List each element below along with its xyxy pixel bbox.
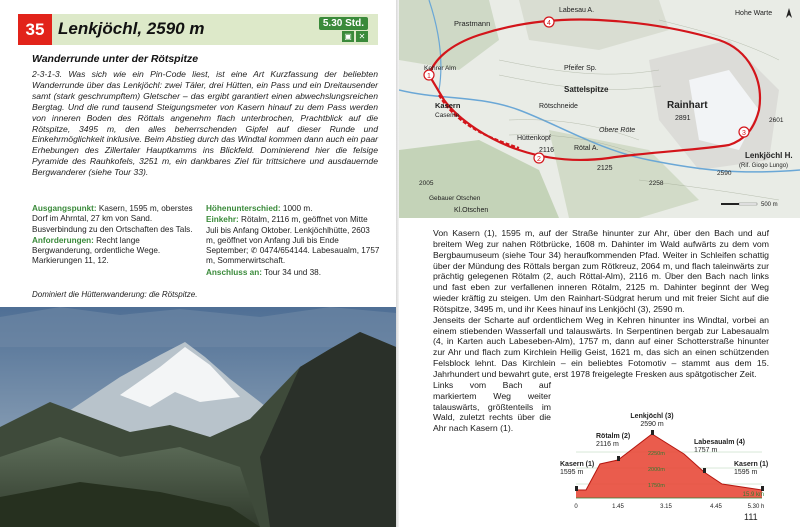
- map-label-kehrer: Kehrer Alm: [424, 65, 457, 72]
- waypoint-4: 4: [547, 20, 551, 27]
- map-label-2125: 2125: [597, 165, 613, 172]
- fact-connections: Anschluss an: Tour 34 und 38.: [206, 267, 322, 277]
- profile-point-5-name: Kasern (1): [734, 461, 769, 468]
- map-label-2891: 2891: [675, 115, 691, 122]
- tour-number: 35: [18, 14, 52, 45]
- profile-point-1-name: Kasern (1): [560, 461, 595, 468]
- map-label-pfeifer: Pfeifer Sp.: [564, 65, 597, 72]
- right-page: [399, 0, 800, 527]
- map-label-prastmann: Prastmann: [454, 19, 491, 28]
- map-label-klotschen: Kl.Otschen: [454, 207, 489, 214]
- fact-elevation: Höhenunterschied: 1000 m.: [206, 204, 313, 213]
- facts-column-1: [32, 204, 200, 268]
- route-paragraph-2: Jenseits der Scharte auf ordentlichem Weg in Kehren hinunter ins Windtal, vorbei an einem stiebenden Wasserfall und talauswärts. In Serpentinen bergab zur Labesaualm (4, in Karten auch Labeseben-Alm), 1757 m, dann auf einer Schotterstraße hinunter zur Ahr und flach zum Kirchlein Heilig Geist, 1621 m, das sich an einen schützenden Felsblock lehnt. Das Kirchlein – ein beliebtes Fotomotiv – stammt aus dem 15. Jahrhundert und bewahrt gute, erst 1978 freigelegte Fresken aus spätgotischer Zeit.: [433, 314, 769, 379]
- bus-icon: ▣: [342, 31, 354, 42]
- fact-huts: Einkehr: Rötalm, 2116 m, geöffnet von Mitte Juli bis Anfang Oktober. Lenkjöchlhütte, 2603 m, geöffnet von Anfang Juli bis Ende September; ✆ 0474/654144. Labesaualm, 1757 m, Sommerwirtschaft.: [206, 215, 380, 266]
- tour-header: [18, 14, 378, 45]
- profile-x-tick-2: 1.45: [612, 504, 624, 510]
- fact-requirements: Anforderungen: Recht lange Bergwanderung, ordentliche Wege. Markierungen 11, 12.: [32, 235, 161, 266]
- facts-column-2: [206, 204, 380, 279]
- profile-point-2-elev: 2116 m: [596, 441, 619, 448]
- map-label-huttenkopf: Hüttenkopf: [517, 135, 551, 142]
- profile-y-tick-2: 2000m: [648, 467, 665, 473]
- map-label-2601: 2601: [769, 117, 784, 124]
- map-label-kasern: Kasern: [435, 101, 461, 110]
- route-paragraph-3: Links vom Bach auf markiertem Weg weiter talauswärts, größtenteils im Wald, zuletzt rechts über die Ahr nach Kasern (1).: [433, 379, 551, 434]
- profile-point-4-name: Labesaualm (4): [694, 439, 745, 446]
- map-label-lenkjochl: Lenkjöchl H.: [745, 151, 793, 160]
- waypoint-2: 2: [537, 156, 541, 163]
- map-label-lenkjochl-it: (Rif. Giogo Lungo): [739, 163, 789, 169]
- map-label-2590: 2590: [717, 170, 732, 177]
- elevation-profile: [556, 410, 778, 514]
- profile-x-tick-5: 5.30 h: [747, 504, 765, 510]
- map-label-sattelspitze: Sattelspitze: [564, 85, 609, 94]
- profile-point-3-elev: 2590 m: [640, 421, 664, 428]
- profile-point-4-elev: 1757 m: [694, 447, 718, 454]
- fact-start: Ausgangspunkt: Kasern, 1595 m, oberstes Dorf im Ahrntal, 27 km von Sand. Busverbindung zu den Ortschaften des Tals.: [32, 204, 193, 234]
- map-label-caseme: Caseme: [435, 112, 460, 119]
- map-label-2005: 2005: [419, 180, 434, 187]
- profile-point-3-name: Lenkjöchl (3): [630, 413, 674, 420]
- profile-x-tick-1: 0: [574, 504, 578, 510]
- map-label-hohe-warte: Hohe Warte: [735, 10, 773, 17]
- tour-title: Lenkjöchl, 2590 m: [58, 19, 205, 38]
- profile-x-tick-3: 3.15: [660, 504, 672, 510]
- left-page: [0, 0, 396, 527]
- photo-caption: Dominiert die Hüttenwanderung: die Rötspitze.: [32, 290, 198, 299]
- waypoint-3: 3: [742, 130, 746, 137]
- map-label-2116: 2116: [539, 147, 555, 154]
- profile-distance: 15.9 km: [742, 492, 764, 498]
- map-label-rainhart: Rainhart: [667, 100, 708, 111]
- profile-y-tick-3: 1750m: [648, 483, 665, 489]
- route-paragraph-1: Von Kasern (1), 1595 m, auf der Straße hinunter zur Ahr, über den Bach und auf breitem Weg zur nahen Rötbrücke, 1608 m. Dahinter im Wald aufwärts zu dem vom Bergbaumuseum (siehe Tour 34) heraufkommenden Pfad. Weiter in Schleifen schattig über der Mündung des Röttals bergan zum Rötkreuz, 2064 m, und flach taleinwärts zur prächtig gelegenen Rötalm (2, auch Röttal-Alm), 2116 m. Über den Bach nach links und fast eben zur verfallenen inneren Rötalm, 2125 m. Dahinter beginnt der Weg wieder kräftig zu steigen. Um den Rainhart-Südgrat herum und mit freier Sicht auf die Rötspitze, 3495 m, und ihr Kees hinauf ins Lenkjöchl (3), 2590 m.: [433, 228, 769, 314]
- tour-subtitle: Wanderrunde unter der Rötspitze: [32, 53, 199, 65]
- duration-badge: 5.30 Std.: [319, 17, 368, 30]
- map-label-labesau: Labesau A.: [559, 7, 595, 14]
- route-map: [399, 0, 800, 218]
- hut-icon: ✕: [356, 31, 368, 42]
- profile-point-2-name: Rötalm (2): [596, 433, 631, 440]
- tour-intro: 2-3-1-3. Was sich wie ein Pin-Code liest, ist eine Art Kurzfassung der beliebten Wanderrunde über das Lenkjöchl: zwei Täler, drei Hütten, ein Pass und ein Dreitausender samt (stark geschrumpftem) Gletscher – das ergibt garantiert einen abwechslungsreichen Bergtag. Und die rund tausend Steigungsmeter von Kasern hinauf zu dem Pass werden von inneren Boden des Röttals angenehm flach unterbrochen, Prachtblick auf die Rötspitze, 3495 m, den alles beherrschenden Gipfel auf dieser Runde und Einkehrmöglichkeit inklusive. Beim Abstieg durch das Windtal kommen dann auch ein paar Erhebungen des Zillertaler Hauptkamms ins Blickfeld. Dominierend hier die felsige Pyramide des Rauhkofels, 3251 m, ein dankbares Ziel für trittsichere und ausdauernde Bergwanderer (siehe Tour 33).: [32, 69, 378, 178]
- profile-x-tick-4: 4.45: [710, 504, 722, 510]
- profile-y-tick-1: 2250m: [648, 451, 665, 457]
- mountain-photo: [0, 307, 396, 527]
- waypoint-1: 1: [427, 73, 431, 80]
- scale-label: 500 m: [761, 202, 778, 208]
- route-description: [433, 228, 769, 434]
- profile-point-1-elev: 1595 m: [560, 469, 584, 476]
- page-number: 111: [744, 512, 758, 522]
- transport-icons: [342, 31, 368, 42]
- map-label-gebauer: Gebauer Otschen: [429, 195, 481, 202]
- map-label-2258: 2258: [649, 180, 664, 187]
- map-label-rotalm: Rötal A.: [574, 145, 599, 152]
- map-label-rotschneide: Rötschneide: [539, 103, 578, 110]
- profile-point-5-elev: 1595 m: [734, 469, 758, 476]
- map-label-obere-rote: Obere Röte: [599, 127, 636, 134]
